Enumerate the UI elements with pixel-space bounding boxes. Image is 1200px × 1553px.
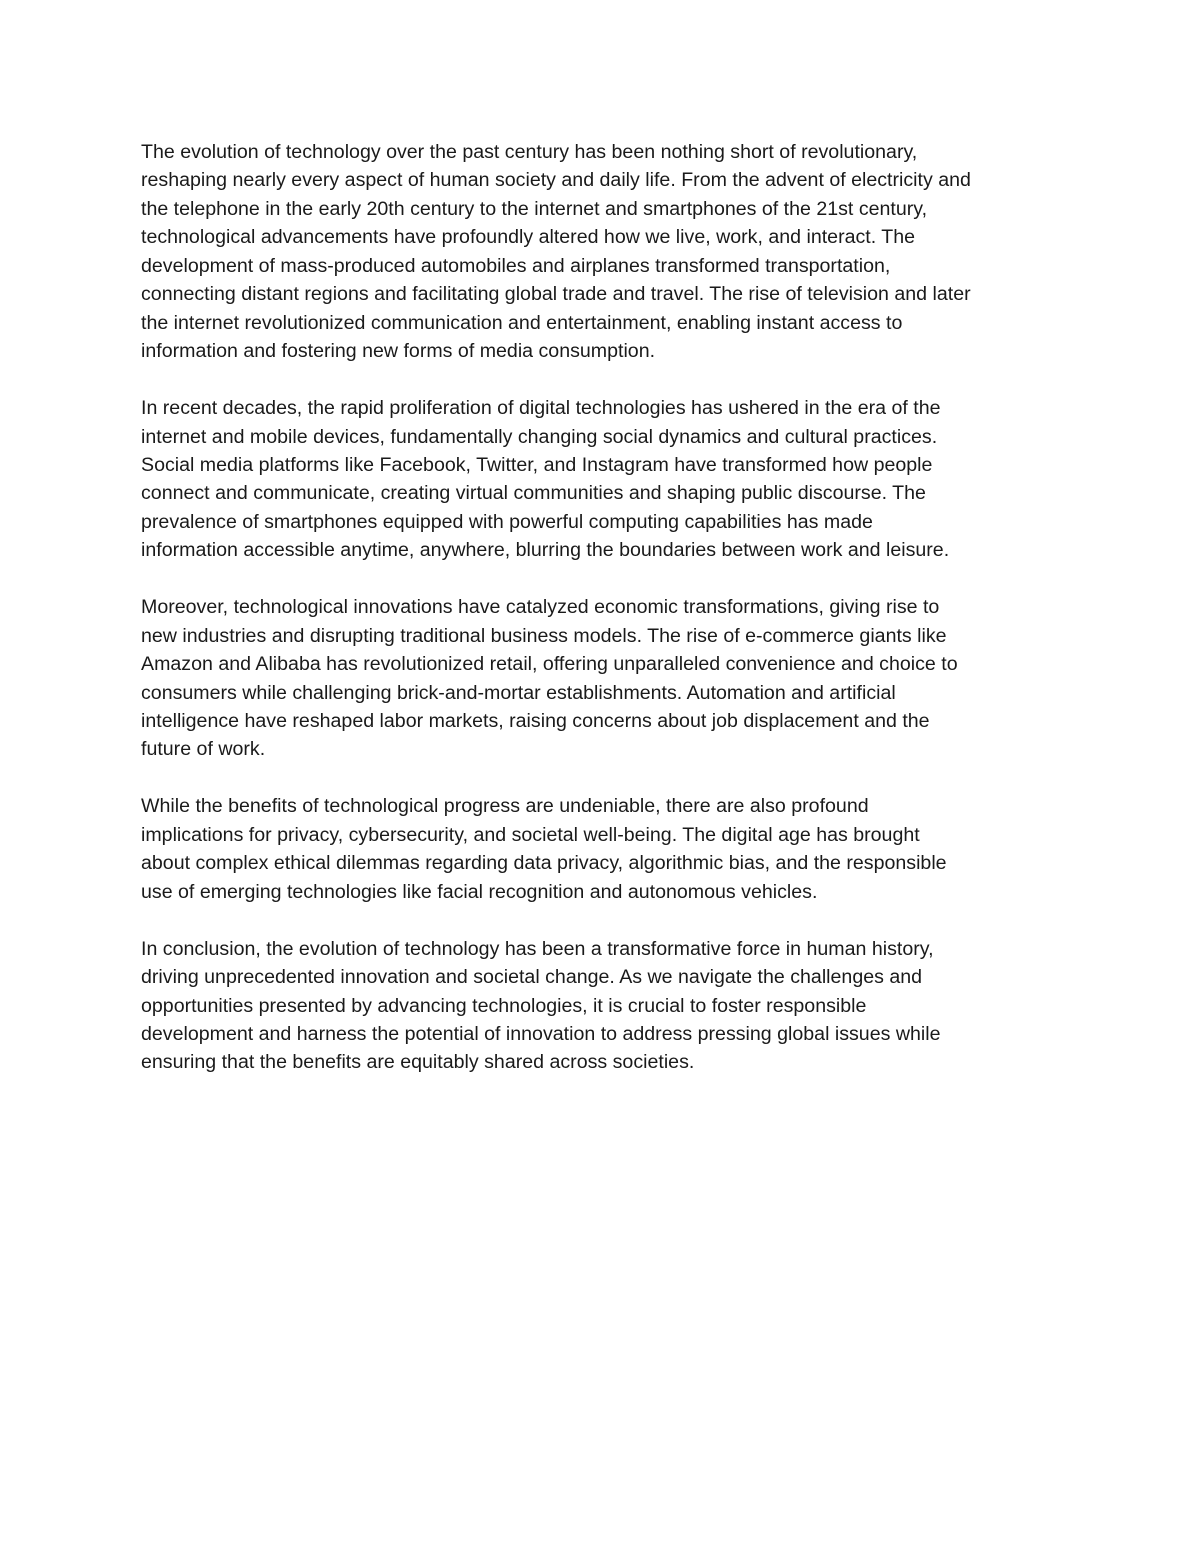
text-line: Moreover, technological innovations have catalyzed economic transformations, giving rise to [141, 596, 940, 619]
text-line: opportunities presented by advancing technologies, it is crucial to foster responsible [141, 994, 867, 1017]
text-line: prevalence of smartphones equipped with powerful computing capabilities has made [141, 510, 873, 533]
text-line: internet and mobile devices, fundamentally changing social dynamics and cultural practices. [141, 425, 938, 448]
text-line: In recent decades, the rapid proliferation of digital technologies has ushered in the era of the [141, 397, 941, 420]
text-line: the internet revolutionized communication and entertainment, enabling instant access to [141, 311, 903, 334]
text-line: the telephone in the early 20th century to the internet and smartphones of the 21st century, [141, 197, 928, 220]
text-line: about complex ethical dilemmas regarding data privacy, algorithmic bias, and the responsible [141, 852, 947, 875]
text-line: driving unprecedented innovation and societal change. As we navigate the challenges and [141, 966, 923, 989]
text-line: development of mass-produced automobiles and airplanes transformed transportation, [141, 254, 891, 277]
text-line: ensuring that the benefits are equitably shared across societies. [141, 1051, 695, 1074]
document-body [141, 138, 1081, 1105]
text-line: connecting distant regions and facilitating global trade and travel. The rise of television and later [141, 283, 971, 306]
text-line: reshaping nearly every aspect of human society and daily life. From the advent of electricity and [141, 169, 971, 192]
text-line: In conclusion, the evolution of technology has been a transformative force in human history, [141, 937, 934, 960]
text-line: information and fostering new forms of media consumption. [141, 340, 656, 363]
text-line: information accessible anytime, anywhere, blurring the boundaries between work and leisure. [141, 539, 950, 562]
text-line: The evolution of technology over the past century has been nothing short of revolutionary, [141, 141, 918, 163]
text-line: consumers while challenging brick-and-mortar establishments. Automation and artificial [141, 681, 896, 704]
text-line: development and harness the potential of innovation to address pressing global issues while [141, 1022, 941, 1045]
text-line: future of work. [141, 738, 266, 761]
paragraph [141, 138, 1081, 366]
text-line: connect and communicate, creating virtual communities and shaping public discourse. The [141, 482, 926, 505]
paragraph [141, 593, 1081, 764]
paragraph [141, 394, 1081, 565]
text-line: While the benefits of technological progress are undeniable, there are also profound [141, 795, 869, 818]
paragraph [141, 935, 1081, 1077]
text-line: technological advancements have profoundly altered how we live, work, and interact. The [141, 226, 916, 249]
text-line: intelligence have reshaped labor markets, raising concerns about job displacement and the [141, 710, 930, 733]
text-line: Amazon and Alibaba has revolutionized retail, offering unparalleled convenience and choice to [141, 653, 958, 676]
text-line: new industries and disrupting traditional business models. The rise of e-commerce giants like [141, 624, 947, 647]
text-line: use of emerging technologies like facial recognition and autonomous vehicles. [141, 880, 818, 903]
text-line: Social media platforms like Facebook, Twitter, and Instagram have transformed how people [141, 453, 933, 476]
text-line: implications for privacy, cybersecurity, and societal well-being. The digital age has brought [141, 823, 920, 846]
paragraph [141, 792, 1081, 906]
